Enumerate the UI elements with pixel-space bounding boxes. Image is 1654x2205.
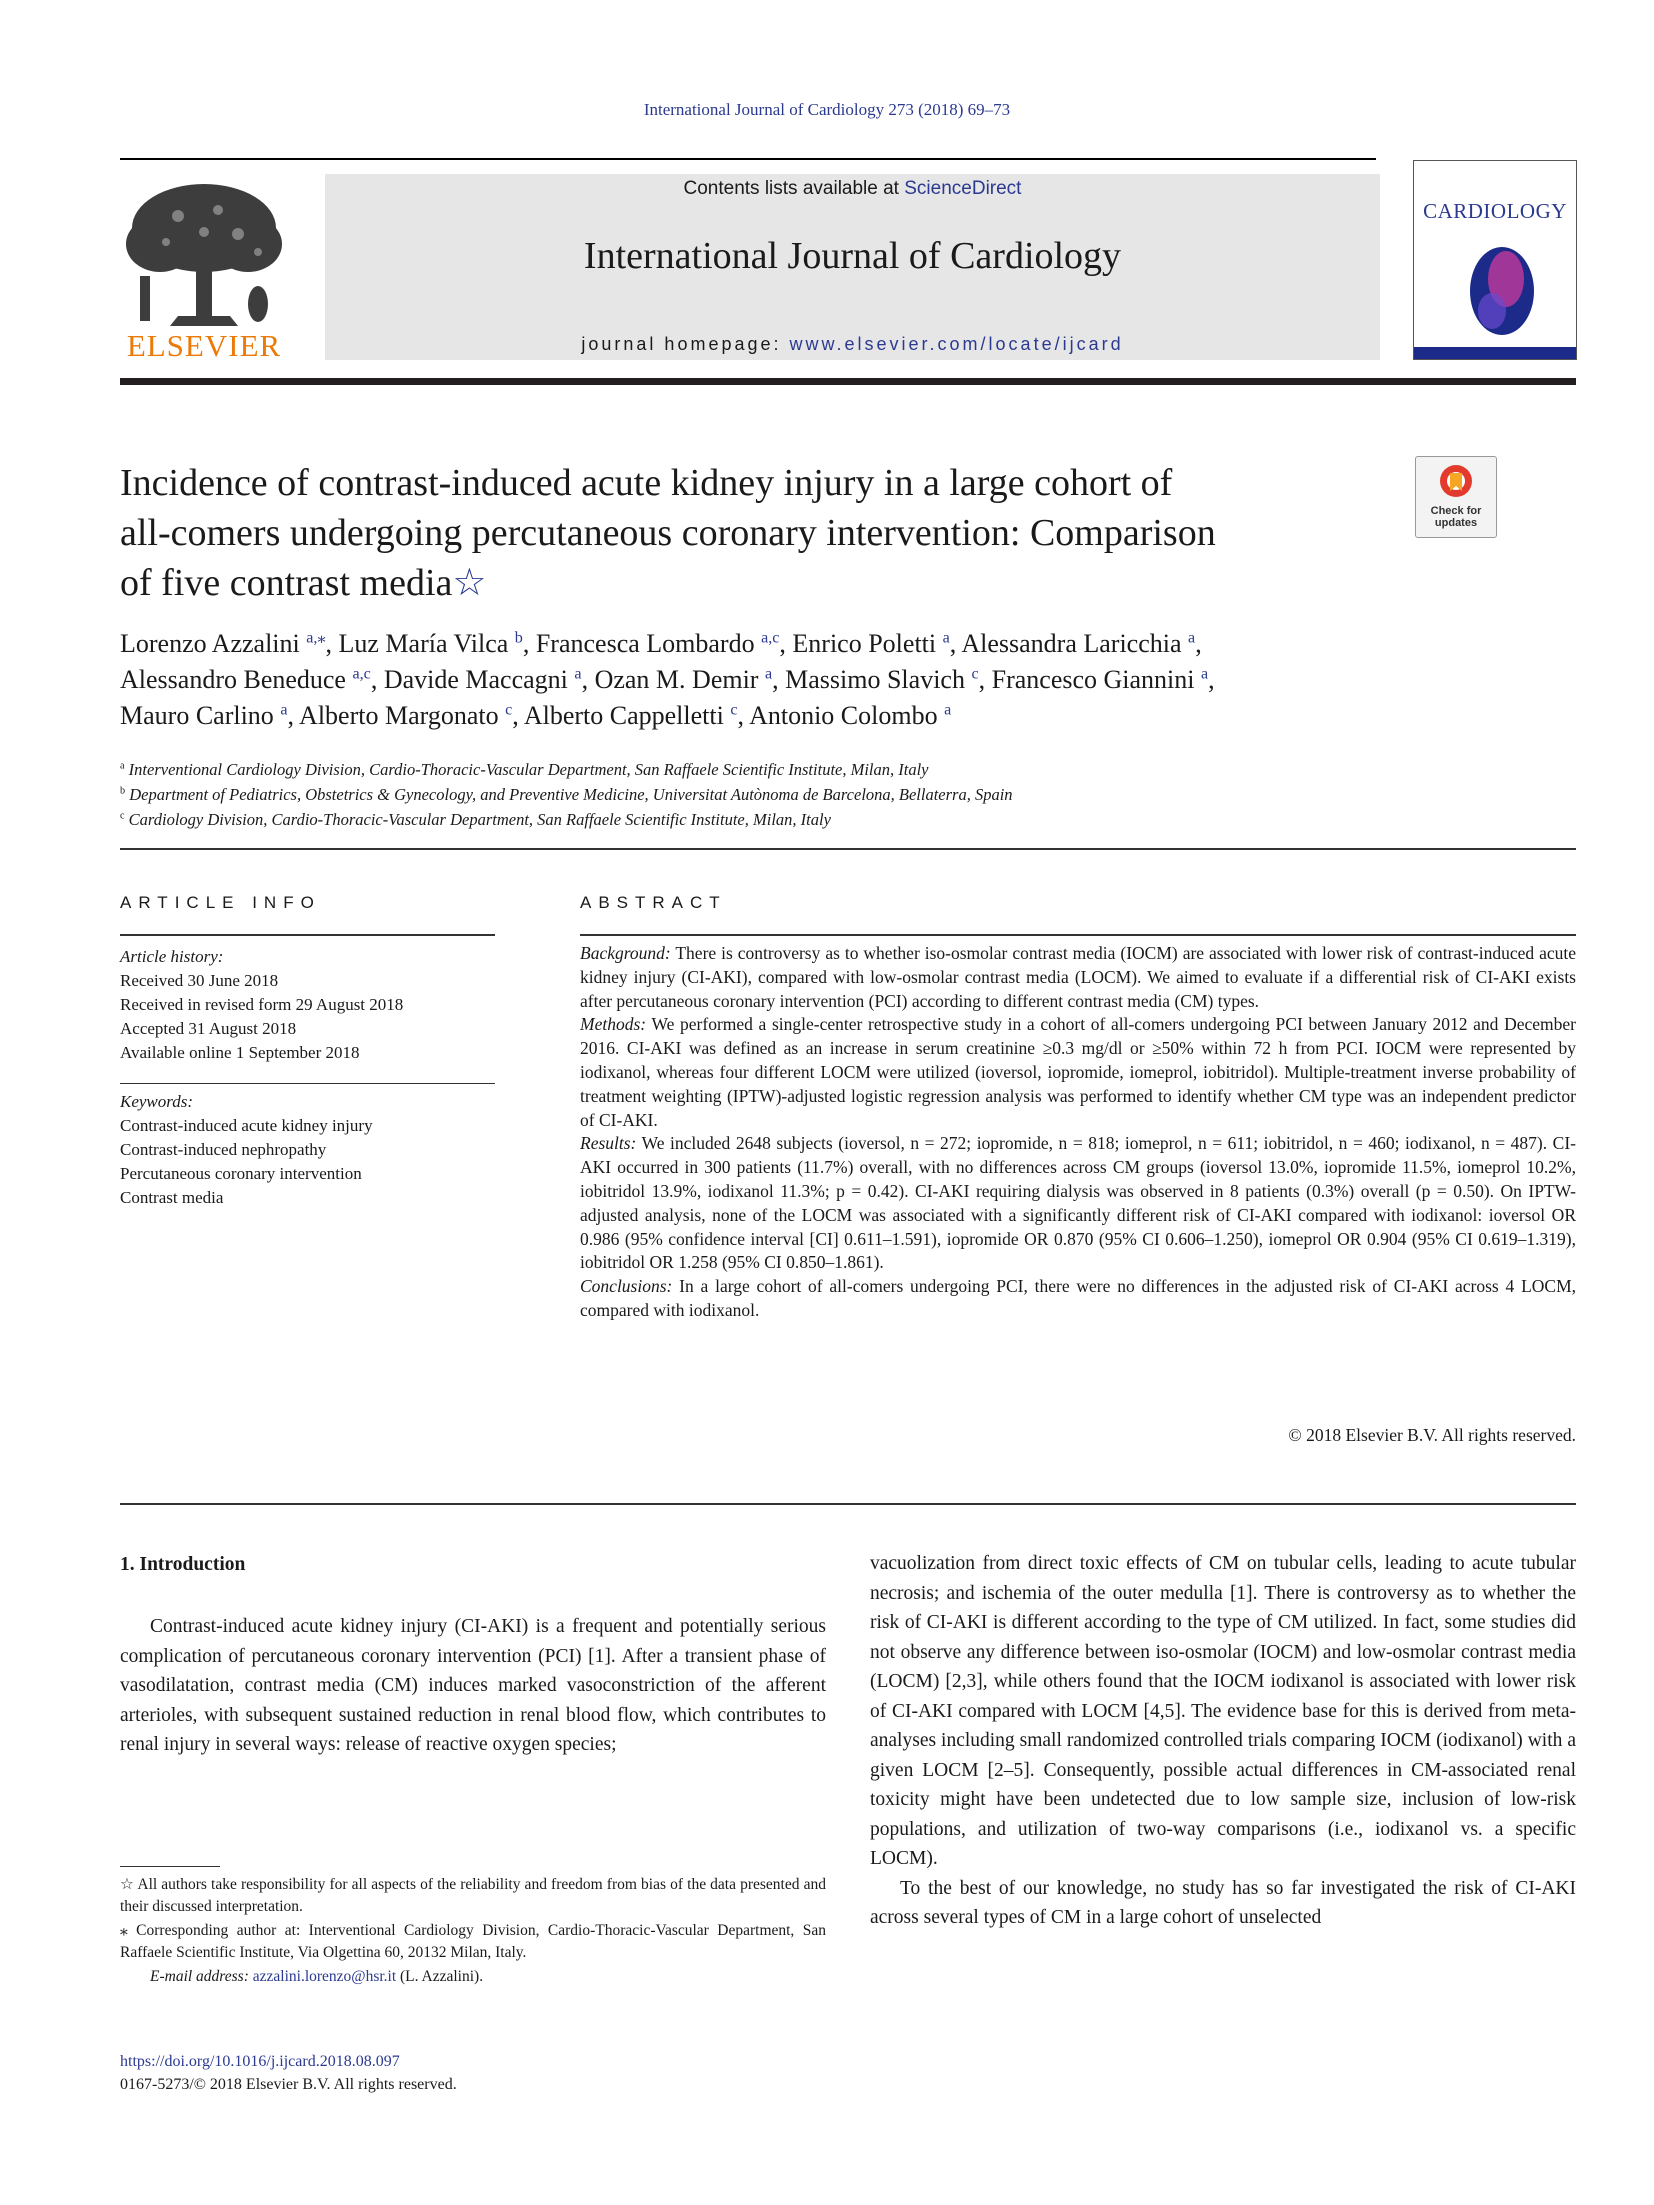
abstract-body [580,942,1576,1323]
author-name[interactable]: Mauro Carlino [120,701,274,730]
author-separator: , [949,629,962,658]
email-label: E-mail address: [150,1968,249,1985]
affiliation-a: $^a$ Interventional Cardiology Division, Cardio-Thoracic-Vascular Department, San Raffaele Scientific Institute, Milan, Italy [120,760,929,779]
intro-paragraph: vacuolization from direct toxic effects of CM on tubular cells, leading to acute tubular necrosis; and ischemia of the outer medulla [1]. There is controversy as to whether the risk of CI-AKI is different according to the type of CM utilized. In fact, some studies did not observe any difference between iso-osmolar (IOCM) and low-osmolar contrast media (LOCM) [2,3], while others found that the IOCM iodixanol is associated with lower risk of CI-AKI compared with LOCM [4,5]. The evidence base for this is derived from meta-analyses including small randomized controlled trials comparing IOCM (iodixanol) with a given LOCM [2–5]. Consequently, possible actual differences in CM-associated renal toxicity might have been undetected due to low sample size, inclusion of low-risk populations, and utilization of two-way comparisons (i.e., iodixanol vs. a specific LOCM). [870,1553,1576,1869]
author-affiliation-marker[interactable]: a [1188,629,1196,647]
email-link[interactable]: azzalini.lorenzo@hsr.it [252,1968,397,1985]
author-separator: , [522,629,536,658]
history-item: Accepted 31 August 2018 [120,1019,297,1038]
keyword-item: Contrast media [120,1188,224,1207]
author-name[interactable]: Alessandro Beneduce [120,665,346,694]
abstract-heading: ABSTRACT [580,893,727,912]
abstract-background: Background: There is controversy as to whether iso-osmolar contrast media (IOCM) are associated with lower risk of contrast-induced acute kidney injury (CI-AKI), compared with low-osmolar contrast media (LOCM). We aimed to evaluate if a differential risk of CI-AKI exists after percutaneous coronary intervention (PCI) according to different contrast media (CM) types. [580,943,1576,1011]
header-rule [120,158,1376,160]
author-name[interactable]: Francesca Lombardo [535,629,755,658]
bookmark-icon [1438,463,1474,505]
article-info-rule [120,934,495,936]
doi-link[interactable]: https://doi.org/10.1016/j.ijcard.2018.08.097 [120,2053,400,2070]
title-line: all-comers undergoing percutaneous coronary intervention: Comparison [120,512,1216,554]
intro-left-column [120,1612,826,1760]
author-list [120,626,1580,734]
intro-paragraph: To the best of our knowledge, no study has so far investigated the risk of CI-AKI across several types of CM in a large cohort of unselected [870,1877,1576,1928]
abstract-methods: Methods: We performed a single-center retrospective study in a cohort of all-comers undergoing PCI between January 2012 and December 2016. CI-AKI was defined as an increase in serum creatinine ≥0.3 mg/dl or ≥50% within 72 h from PCI. IOCM were represented by iodixanol, whereas four different LOCM were utilized (ioversol, iopromide, iomeprol, iobitridol). Multiple-treatment inverse probability of treatment weighting (IPTW)-adjusted logistic regression analysis was performed to identify whether CM type was an independent predictor of CI-AKI. [580,1014,1576,1130]
homepage-prefix: journal homepage: [581,334,790,354]
affiliation-b: $^b$ Department of Pediatrics, Obstetrics & Gynecology, and Preventive Medicine, Universitat Autònoma de Barcelona, Bellaterra, Spain [120,785,1013,804]
author-name[interactable]: Enrico Poletti [792,629,937,658]
article-info-heading: ARTICLE INFO [120,893,321,912]
author-affiliation-marker[interactable]: a,c [352,665,371,683]
author-line [120,662,1580,698]
doi-block [120,2050,457,2096]
email-suffix: (L. Azzalini). [400,1968,484,1985]
author-name[interactable]: Francesco Giannini [991,665,1195,694]
title-line: Incidence of contrast-induced acute kidney injury in a large cohort of [120,462,1173,504]
check-for-updates-label: Check for updates [1430,505,1482,529]
author-affiliation-marker[interactable]: a [942,629,950,647]
abstract-conclusions: Conclusions: In a large cohort of all-comers undergoing PCI, there were no differences in the adjusted risk of CI-AKI across 4 LOCM, compared with iodixanol. [580,1276,1577,1320]
homepage-link[interactable]: www.elsevier.com/locate/ijcard [789,334,1124,354]
author-separator: , [325,629,339,658]
cover-title: CARDIOLOGY [1423,199,1567,223]
history-item: Available online 1 September 2018 [120,1043,360,1062]
keywords-rule [120,1083,495,1084]
author-affiliation-marker[interactable]: a,⁎ [306,629,326,647]
title-line: of five contrast media☆ [120,562,487,604]
abstract-copyright: © 2018 Elsevier B.V. All rights reserved. [1288,1425,1576,1445]
title-star-icon[interactable]: ☆ [452,562,487,604]
journal-cover-thumbnail[interactable] [1413,160,1577,360]
abstract-rule [580,934,1576,936]
publisher-wordmark: ELSEVIER [126,328,282,363]
journal-title: International Journal of Cardiology [583,235,1122,277]
author-affiliation-marker[interactable]: a [280,701,288,719]
author-affiliation-marker[interactable]: c [971,665,979,683]
author-affiliation-marker[interactable]: a,c [761,629,780,647]
article-history [120,945,495,1065]
contents-prefix: Contents lists available at [683,178,905,199]
issn-line: 0167-5273/© 2018 Elsevier B.V. All rights reserved. [120,2076,457,2093]
author-separator: , [779,629,793,658]
author-line [120,698,1580,734]
section-heading-introduction: 1. Introduction [120,1554,246,1575]
author-line [120,626,1580,662]
author-name[interactable]: Antonio Colombo [749,701,938,730]
history-item: Received in revised form 29 August 2018 [120,995,404,1014]
author-affiliation-marker[interactable]: a [1201,665,1209,683]
author-name[interactable]: Alberto Cappelletti [523,701,724,730]
footnote-star: ☆ All authors take responsibility for all aspects of the reliability and freedom from bias of the data presented and their discussed interpretation. [120,1876,826,1915]
author-affiliation-marker[interactable]: c [730,701,738,719]
keyword-item: Percutaneous coronary intervention [120,1164,362,1183]
keyword-item: Contrast-induced nephropathy [120,1140,327,1159]
author-separator: , [772,665,786,694]
author-affiliation-marker[interactable]: a [764,665,773,683]
history-item: Received 30 June 2018 [120,971,279,990]
section-rule [120,848,1576,850]
author-separator: , [370,665,384,694]
keywords [120,1090,495,1210]
author-name[interactable]: Lorenzo Azzalini [120,629,300,658]
footnote-rule [120,1866,220,1867]
author-separator: , [978,665,992,694]
running-citation: International Journal of Cardiology 273 (2018) 69–73 [643,100,1011,119]
intro-paragraph: Contrast-induced acute kidney injury (CI-AKI) is a frequent and potentially serious complication of percutaneous coronary intervention (PCI) [1]. After a transient phase of vasodilatation, contrast media (CM) induces marked vasoconstriction of the afferent arterioles, with subsequent sustained reduction in renal blood flow, which contributes to renal injury in several ways: release of reactive oxygen species; [120,1616,826,1755]
intro-right-column [870,1549,1576,1933]
author-separator: , [581,665,595,694]
author-separator: , [287,701,300,730]
affiliation-c: $^c$ Cardiology Division, Cardio-Thoracic-Vascular Department, San Raffaele Scientific Institute, Milan, Italy [120,810,831,829]
author-affiliation-marker[interactable]: c [505,701,513,719]
keywords-label: Keywords: [120,1092,194,1111]
author-name[interactable]: Massimo Slavich [785,665,965,694]
author-name[interactable]: Luz María Vilca [338,629,509,658]
keyword-item: Contrast-induced acute kidney injury [120,1116,373,1135]
abstract-results: Results: We included 2648 subjects (ioversol, n = 272; iopromide, n = 818; iomeprol, n = 611; iobitridol, n = 460; iodixanol, n = 487). CI-AKI occurred in 300 patients (11.7%) overall, with no differences across CM groups (ioversol 13.0%, iopromide 11.5%, iomeprol 10.2%, iobitridol 13.9%, iodixanol 11.3%; p = 0.42). CI-AKI requiring dialysis was observed in 8 patients (0.3%) overall (p = 0.50). On IPTW-adjusted analysis, none of the LOCM was associated with a significantly different risk of CI-AKI compared with iodixanol: ioversol OR 0.986 (95% confidence interval [CI] 0.611–1.591), iopromide OR 0.870 (95% CI 0.606–1.250), iomeprol OR 0.904 (95% CI 0.619–1.319), iobitridol OR 1.258 (95% CI 0.850–1.861). [580,1133,1576,1273]
heart-image-icon [1414,161,1576,359]
footnote-corresponding: ⁎ Corresponding author at: Interventional Cardiology Division, Cardio-Thoracic-Vascular Department, San Raffaele Scientific Institute, Via Olgettina 60, 20132 Milan, Italy. [120,1922,826,1961]
history-label: Article history: [120,947,224,966]
author-name[interactable]: Alessandra Laricchia [961,629,1182,658]
contents-line [325,178,1380,200]
author-name[interactable]: Alberto Margonato [299,701,499,730]
author-separator: , [1208,665,1215,694]
author-affiliation-marker[interactable]: b [514,629,523,647]
footnote-email [120,1966,826,1988]
author-separator: , [1195,629,1202,658]
article-title [120,458,1370,608]
header-thick-rule [120,378,1576,385]
author-separator: , [512,701,524,730]
sciencedirect-link[interactable]: ScienceDirect [904,178,1022,199]
journal-homepage [325,334,1380,355]
author-separator: , [737,701,750,730]
author-name[interactable]: Davide Maccagni [383,665,568,694]
author-name[interactable]: Ozan M. Demir [594,665,759,694]
author-affiliation-marker[interactable]: a [944,701,952,719]
author-affiliation-marker[interactable]: a [574,665,582,683]
check-for-updates-button[interactable] [1415,456,1497,538]
abstract-bottom-rule [120,1503,1576,1505]
